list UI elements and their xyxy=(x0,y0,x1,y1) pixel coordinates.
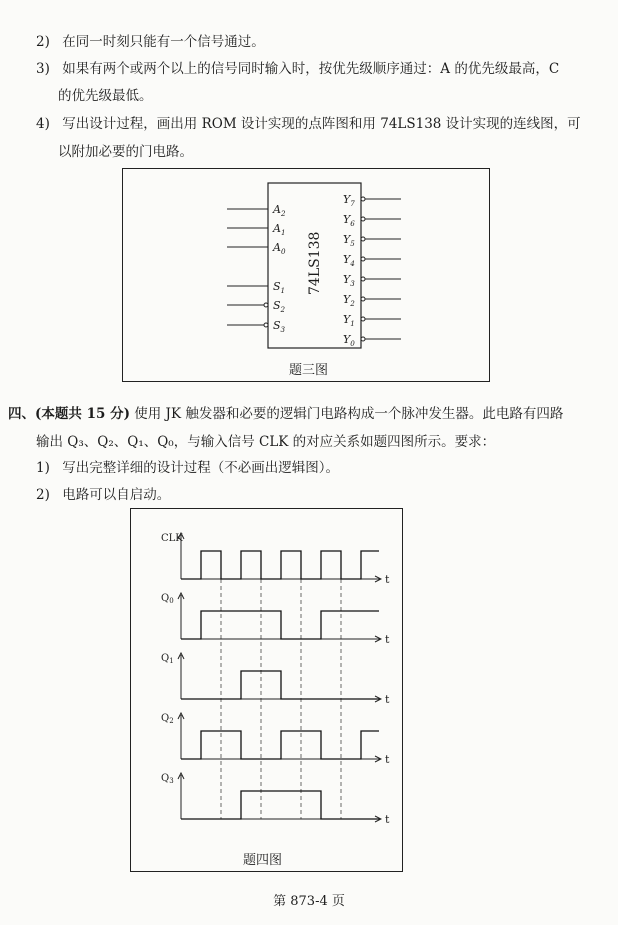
signal-name: $Q_3$ xyxy=(161,773,174,785)
input-pin-label: $S_3$ xyxy=(273,319,286,334)
item-number: 2) xyxy=(36,34,50,50)
time-label: t xyxy=(385,693,390,706)
inversion-bubble xyxy=(361,217,365,221)
inversion-bubble xyxy=(361,337,365,341)
item-text: 电路可以自启动。 xyxy=(62,487,171,503)
q3-item-3-cont xyxy=(58,87,153,105)
inversion-bubble xyxy=(361,277,365,281)
inversion-bubble xyxy=(361,237,365,241)
output-pin-label: $Y_0$ xyxy=(343,333,355,348)
page-footer: 第 873-4 页 xyxy=(273,894,345,909)
input-pin-label: $S_2$ xyxy=(273,299,286,314)
output-pin-label: $Y_2$ xyxy=(343,293,355,308)
waveform-q2 xyxy=(181,731,379,759)
figure-3-caption: 题三图 xyxy=(289,363,329,378)
q3-item-4-cont xyxy=(58,143,193,161)
figure-4-frame xyxy=(130,508,403,872)
item-number: 2) xyxy=(36,487,50,503)
inversion-bubble xyxy=(361,297,365,301)
output-pin-label: $Y_6$ xyxy=(343,213,355,228)
q4-intro-line2 xyxy=(36,433,495,451)
input-pin-label: $A_2$ xyxy=(273,203,286,218)
inversion-bubble xyxy=(361,257,365,261)
inversion-bubble xyxy=(361,317,365,321)
inversion-bubble xyxy=(264,323,268,327)
signal-name: $Q_1$ xyxy=(161,653,174,665)
item-text: 如果有两个或两个以上的信号同时输入时，按优先级顺序通过：A 的优先级最高，C xyxy=(62,61,560,77)
chip-name: 74LS138 xyxy=(307,231,323,295)
figure-3-frame xyxy=(122,168,490,382)
q3-item-2 xyxy=(36,33,265,51)
item-number: 4) xyxy=(36,116,50,132)
output-pin-label: $Y_1$ xyxy=(343,313,355,328)
figure-4-caption: 题四图 xyxy=(243,853,283,868)
signal-name: $Q_0$ xyxy=(161,593,174,605)
output-pin-label: $Y_7$ xyxy=(343,193,355,208)
q4-heading xyxy=(8,405,563,423)
timing-diagram xyxy=(131,509,402,871)
item-number: 1) xyxy=(36,460,50,476)
output-pin-label: $Y_4$ xyxy=(343,253,355,268)
item-text: 写出设计过程，画出用 ROM 设计实现的点阵图和用 74LS138 设计实现的连线图，可 xyxy=(62,116,581,132)
q4-points: (本题共 15 分) xyxy=(35,406,130,422)
waveform-q0 xyxy=(181,611,379,639)
input-pin-label: $S_1$ xyxy=(273,280,286,295)
time-label: t xyxy=(385,633,390,646)
q4-item-2 xyxy=(36,486,170,504)
q3-item-3 xyxy=(36,60,559,78)
input-pin-label: $A_1$ xyxy=(273,222,286,237)
decoder-diagram xyxy=(123,169,489,381)
time-label: t xyxy=(385,753,390,766)
output-pins xyxy=(343,193,401,348)
inversion-bubble xyxy=(264,303,268,307)
q4-intro-1: 使用 JK 触发器和必要的逻辑门电路构成一个脉冲发生器。此电路有四路 xyxy=(134,406,564,422)
output-pin-label: $Y_5$ xyxy=(343,233,355,248)
inversion-bubble xyxy=(361,197,365,201)
input-pins xyxy=(227,203,286,334)
waveform-clk xyxy=(181,551,379,579)
output-pin-label: $Y_3$ xyxy=(343,273,355,288)
waveform-q1 xyxy=(181,671,379,699)
q4-item-1 xyxy=(36,459,339,477)
item-text: 的优先级最低。 xyxy=(58,88,153,104)
signal-name: $Q_2$ xyxy=(161,713,174,725)
q4-number: 四、 xyxy=(8,406,35,422)
q4-intro-2: 输出 Q₃、Q₂、Q₁、Q₀，与输入信号 CLK 的对应关系如题四图所示。要求： xyxy=(36,434,496,450)
item-text: 以附加必要的门电路。 xyxy=(58,144,193,160)
q3-item-4 xyxy=(36,115,581,133)
signal-name: CLK xyxy=(161,533,183,544)
time-label: t xyxy=(385,573,390,586)
item-text: 在同一时刻只能有一个信号通过。 xyxy=(62,34,265,50)
input-pin-label: $A_0$ xyxy=(273,241,286,256)
waveform-q3 xyxy=(181,791,379,819)
item-number: 3) xyxy=(36,61,50,77)
time-label: t xyxy=(385,813,390,826)
item-text: 写出完整详细的设计过程（不必画出逻辑图）。 xyxy=(62,460,340,476)
